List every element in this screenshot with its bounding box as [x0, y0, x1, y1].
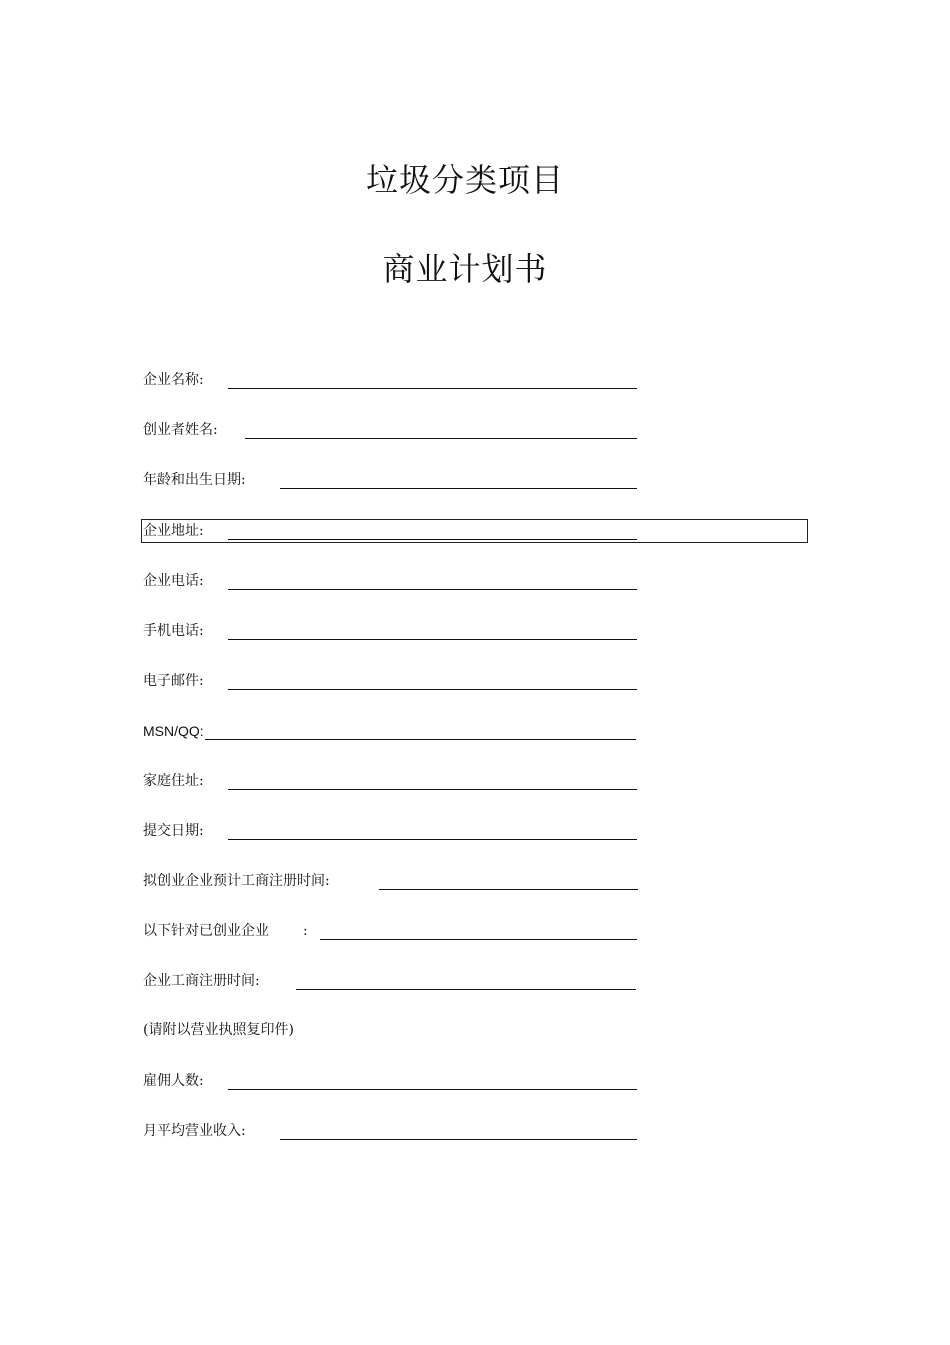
field-label: MSN/QQ:: [143, 723, 204, 739]
field-label: 提交日期:: [143, 823, 204, 839]
field-label: 企业电话:: [143, 573, 204, 589]
field-fill-line[interactable]: [228, 1089, 637, 1090]
field-fill-line[interactable]: [228, 639, 637, 640]
field-label: 企业工商注册时间:: [143, 973, 260, 989]
field-fill-line[interactable]: [228, 539, 637, 540]
field-fill-line[interactable]: [379, 889, 638, 890]
field-label: 拟创业企业预计工商注册时间:: [143, 873, 330, 889]
document-title-line1: 垃圾分类项目: [365, 161, 564, 199]
field-label: 年龄和出生日期:: [143, 472, 246, 488]
field-separator: :: [303, 923, 308, 939]
field-fill-line[interactable]: [280, 488, 637, 489]
field-label: 企业名称:: [143, 372, 204, 388]
field-fill-line[interactable]: [205, 739, 636, 740]
field-fill-line[interactable]: [228, 388, 637, 389]
field-label: 雇佣人数:: [143, 1073, 204, 1089]
field-label: (请附以营业执照复印件): [143, 1022, 294, 1038]
field-fill-line[interactable]: [245, 438, 637, 439]
field-fill-line[interactable]: [228, 689, 637, 690]
field-fill-line[interactable]: [296, 989, 636, 990]
field-fill-line[interactable]: [320, 939, 637, 940]
field-label: 手机电话:: [143, 623, 204, 639]
field-label: 月平均营业收入:: [143, 1123, 246, 1139]
field-label: 电子邮件:: [143, 673, 204, 689]
field-label: 以下针对已创业企业: [143, 923, 269, 939]
field-label: 创业者姓名:: [143, 422, 218, 438]
field-fill-line[interactable]: [280, 1139, 637, 1140]
document-title-line2: 商业计划书: [382, 250, 548, 288]
field-fill-line[interactable]: [228, 839, 637, 840]
field-fill-line[interactable]: [228, 589, 637, 590]
field-label: 企业地址:: [143, 523, 204, 539]
field-fill-line[interactable]: [228, 789, 637, 790]
field-label: 家庭住址:: [143, 773, 204, 789]
